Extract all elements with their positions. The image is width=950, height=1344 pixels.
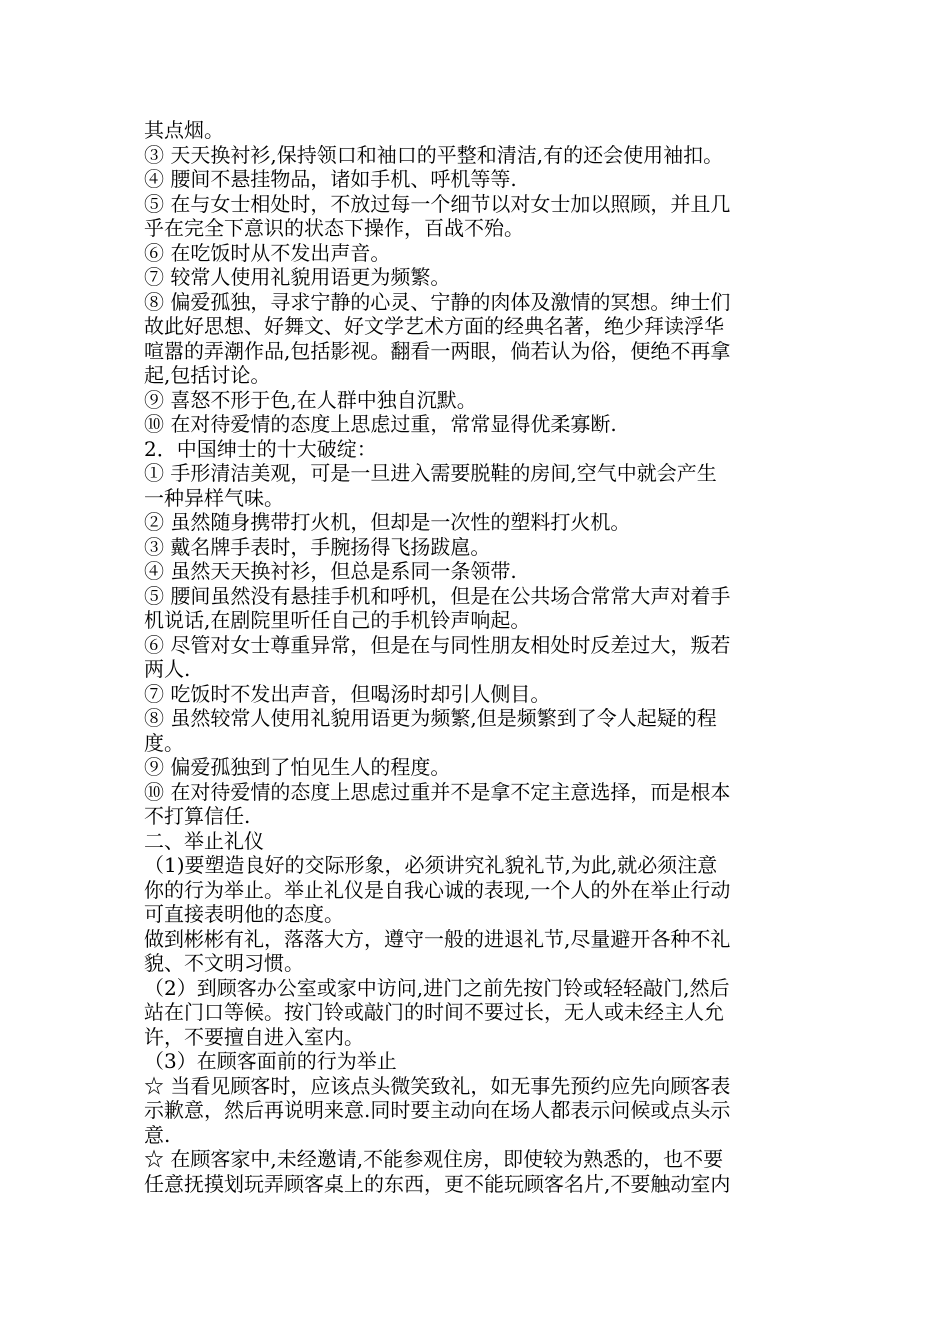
text-line: ⑩ 在对待爱情的态度上思虑过重，常常显得优柔寡断. — [144, 412, 617, 436]
text-line: 二、举止礼仪 — [144, 828, 264, 853]
text-line: 2．中国绅士的十大破绽： — [144, 436, 377, 461]
text-line: 两人. — [144, 657, 191, 681]
text-line: 许，不要擅自进入室内。 — [144, 1024, 364, 1049]
text-line: （2）到顾客办公室或家中访问,进门之前先按门铃或轻轻敲门,然后 — [144, 975, 730, 1000]
text-line: ⑩ 在对待爱情的态度上思虑过重并不是拿不定主意选择，而是根本 — [144, 779, 731, 804]
text-line: ③ 天天换衬衫,保持领口和袖口的平整和清洁,有的还会使用袖扣。 — [144, 142, 724, 167]
text-line: ⑦ 较常人使用礼貌用语更为频繁。 — [144, 265, 451, 289]
text-line: 示歉意，然后再说明来意.同时要主动向在场人都表示问候或点头示 — [144, 1098, 731, 1122]
text-line: ⑦ 吃饭时不发出声音，但喝汤时却引人侧目。 — [144, 681, 551, 706]
text-line: 意. — [144, 1122, 171, 1147]
text-line: 其点烟。 — [144, 118, 224, 142]
text-line: 貌、不文明习惯。 — [144, 951, 304, 975]
text-line: 可直接表明他的态度。 — [144, 902, 344, 926]
text-line: ④ 虽然天天换衬衫，但总是系同一条领带. — [144, 559, 517, 583]
text-line: 做到彬彬有礼，落落大方，遵守一般的进退礼节,尽量避开各种不礼 — [144, 926, 731, 951]
text-line: 机说话,在剧院里听任自己的手机铃声响起。 — [144, 608, 531, 632]
text-line: ③ 戴名牌手表时，手腕扬得飞扬跋扈。 — [144, 534, 491, 559]
text-line: 故此好思想、好舞文、好文学艺术方面的经典名著，绝少拜读浮华 — [144, 314, 724, 338]
text-line: 你的行为举止。举止礼仪是自我心诚的表现,一个人的外在举止行动 — [144, 877, 731, 902]
text-line: ⑥ 在吃饭时从不发出声音。 — [144, 240, 391, 265]
text-line: 喧嚣的弄潮作品,包括影视。翻看一两眼，倘若认为俗，便绝不再拿 — [144, 338, 731, 363]
text-line: 站在门口等候。按门铃或敲门的时间不要过长，无人或未经主人允 — [144, 1000, 724, 1024]
text-line: ☆ 当看见顾客时，应该点头微笑致礼，如无事先预约应先向顾客表 — [144, 1073, 731, 1098]
document-body — [144, 118, 816, 1196]
text-line: （1)要塑造良好的交际形象，必须讲究礼貌礼节,为此,就必须注意 — [144, 853, 718, 877]
text-line: ② 虽然随身携带打火机，但却是一次性的塑料打火机。 — [144, 510, 631, 534]
text-line: ⑥ 尽管对女士尊重异常，但是在与同性朋友相处时反差过大，叛若 — [144, 632, 731, 657]
text-line: ⑨ 偏爱孤独到了怕见生人的程度。 — [144, 755, 451, 779]
text-line: ⑤ 腰间虽然没有悬挂手机和呼机，但是在公共场合常常大声对着手 — [144, 583, 731, 608]
text-line: 不打算信任. — [144, 804, 251, 828]
text-line: 起,包括讨论。 — [144, 363, 271, 387]
text-line: 一种异样气味。 — [144, 485, 284, 510]
text-line: ① 手形清洁美观，可是一旦进入需要脱鞋的房间,空气中就会产生 — [144, 461, 717, 485]
text-line: ☆ 在顾客家中,未经邀请,不能参观住房，即使较为熟悉的，也不要 — [144, 1147, 724, 1171]
text-line: ⑤ 在与女士相处时，不放过每一个细节以对女士加以照顾，并且几 — [144, 191, 731, 216]
text-line: ④ 腰间不悬挂物品，诸如手机、呼机等等. — [144, 167, 517, 191]
text-line: ⑧ 偏爱孤独，寻求宁静的心灵、宁静的肉体及激情的冥想。绅士们 — [144, 289, 731, 314]
text-line: （3）在顾客面前的行为举止 — [144, 1049, 397, 1073]
text-line: ⑧ 虽然较常人使用礼貌用语更为频繁,但是频繁到了令人起疑的程 — [144, 706, 717, 730]
text-line: ⑨ 喜怒不形于色,在人群中独自沉默。 — [144, 387, 477, 412]
text-line: 乎在完全下意识的状态下操作，百战不殆。 — [144, 216, 524, 240]
text-line: 任意抚摸划玩弄顾客桌上的东西，更不能玩顾客名片,不要触动室内 — [144, 1171, 731, 1196]
text-line: 度。 — [144, 730, 184, 755]
